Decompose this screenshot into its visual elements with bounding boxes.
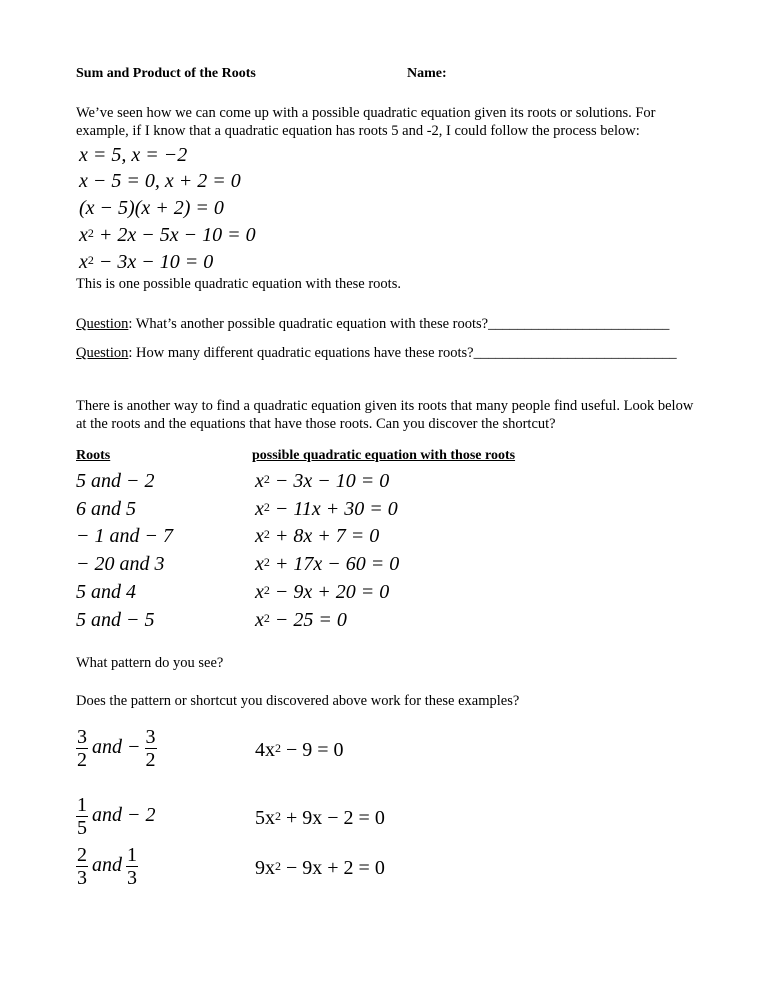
example-2-equation: $5x^2 + 9x - 2 = 0$	[255, 807, 385, 829]
equation-row-5: $x^2 - 9x + 20 = 0$	[255, 581, 390, 603]
eq-rest: + 8x + 7 = 0	[269, 525, 380, 547]
denominator: 5	[77, 817, 87, 839]
roots-row-5: 5 and 4	[76, 581, 136, 603]
example-3-roots	[76, 844, 138, 889]
and-text: and − 2	[92, 804, 156, 827]
examples-question: Does the pattern or shortcut you discovered above work for these examples?	[76, 693, 520, 709]
conclusion-text: This is one possible quadratic equation with these roots.	[76, 276, 401, 292]
roots-row-3: − 1 and − 7	[76, 525, 173, 547]
process-step-5: $x^2 - 3x - 10 = 0$	[79, 251, 214, 273]
shortcut-intro-line-2: at the roots and the equations that have those roots. Can you discover the shortcut?	[76, 416, 556, 432]
numerator: 1	[127, 844, 137, 866]
eq-lead: 4x	[255, 739, 275, 761]
question-1-label: Question	[76, 316, 129, 332]
pattern-question: What pattern do you see?	[76, 655, 224, 671]
process-step-4: $x^2 + 2x - 5x - 10 = 0$	[79, 224, 256, 246]
eq-var: x	[255, 609, 264, 631]
eq-rest: + 17x − 60 = 0	[269, 553, 400, 575]
eq-rest: − 9x + 20 = 0	[269, 581, 390, 603]
eq-rest: − 9x + 2 = 0	[281, 857, 385, 879]
eq-var: x	[255, 498, 264, 520]
example-3-equation: $9x^2 - 9x + 2 = 0$	[255, 857, 385, 879]
roots-row-6: 5 and − 5	[76, 609, 155, 631]
roots-header: Roots	[76, 448, 111, 463]
question-2-label: Question	[76, 345, 129, 361]
denominator: 2	[145, 749, 156, 771]
step5-rest: − 3x − 10 = 0	[93, 251, 214, 273]
eq-lead: 9x	[255, 857, 275, 879]
shortcut-intro-line-1: There is another way to find a quadratic equation given its roots that many people find useful. Look below	[76, 398, 694, 414]
process-step-1: x = 5, x = −2	[79, 144, 188, 166]
numerator: 3	[77, 726, 87, 748]
step4-rest: + 2x − 5x − 10 = 0	[93, 224, 256, 246]
eq-var: x	[255, 470, 264, 492]
eq-rest: − 25 = 0	[269, 609, 347, 631]
fraction	[145, 726, 157, 771]
roots-row-2: 6 and 5	[76, 498, 136, 520]
eq-rest: − 9 = 0	[281, 739, 344, 761]
eq-var: x	[255, 553, 264, 575]
eq-rest: − 3x − 10 = 0	[269, 470, 390, 492]
eq-rest: − 11x + 30 = 0	[269, 498, 398, 520]
equation-row-1: $x^2 - 3x - 10 = 0$	[255, 470, 390, 492]
fraction	[126, 844, 138, 889]
question-2	[76, 344, 677, 362]
example-1-roots	[76, 726, 157, 771]
eq-lead: 5x	[255, 807, 275, 829]
numerator: 3	[145, 726, 156, 748]
step5-var: x	[79, 251, 88, 273]
equation-row-6: $x^2 - 25 = 0$	[255, 609, 347, 631]
equation-row-2: $x^2 - 11x + 30 = 0$	[255, 498, 398, 520]
question-1	[76, 315, 669, 333]
process-step-3: (x − 5)(x + 2) = 0	[79, 197, 224, 219]
eq-rest: + 9x − 2 = 0	[281, 807, 385, 829]
question-2-text: : How many different quadratic equations have these roots?____________________________	[128, 345, 677, 361]
denominator: 2	[77, 749, 87, 771]
fraction	[76, 794, 88, 839]
denominator: 3	[77, 867, 87, 889]
process-step-2: x − 5 = 0, x + 2 = 0	[79, 170, 241, 192]
example-1-equation: $4x^2 - 9 = 0$	[255, 739, 344, 761]
question-1-text: : What’s another possible quadratic equation with these roots?_________________________	[128, 316, 670, 332]
equation-row-3: $x^2 + 8x + 7 = 0$	[255, 525, 380, 547]
intro-line-2: example, if I know that a quadratic equation has roots 5 and -2, I could follow the process below:	[76, 123, 640, 139]
denominator: 3	[127, 867, 137, 889]
example-2-roots	[76, 794, 160, 839]
eq-var: x	[255, 525, 264, 547]
step4-var: x	[79, 224, 88, 246]
intro-line-1: We’ve seen how we can come up with a possible quadratic equation given its roots or solutions. For	[76, 105, 656, 121]
fraction	[76, 726, 88, 771]
equation-row-4: $x^2 + 17x - 60 = 0$	[255, 553, 400, 575]
equation-header: possible quadratic equation with those roots	[252, 448, 516, 463]
numerator: 2	[77, 844, 87, 866]
name-label: Name:	[407, 66, 447, 81]
eq-var: x	[255, 581, 264, 603]
roots-row-4: − 20 and 3	[76, 553, 165, 575]
and-text: and	[92, 854, 122, 877]
roots-row-1: 5 and − 2	[76, 470, 155, 492]
fraction	[76, 844, 88, 889]
and-text: and −	[92, 736, 141, 759]
numerator: 1	[77, 794, 87, 816]
page-title: Sum and Product of the Roots	[76, 66, 256, 81]
